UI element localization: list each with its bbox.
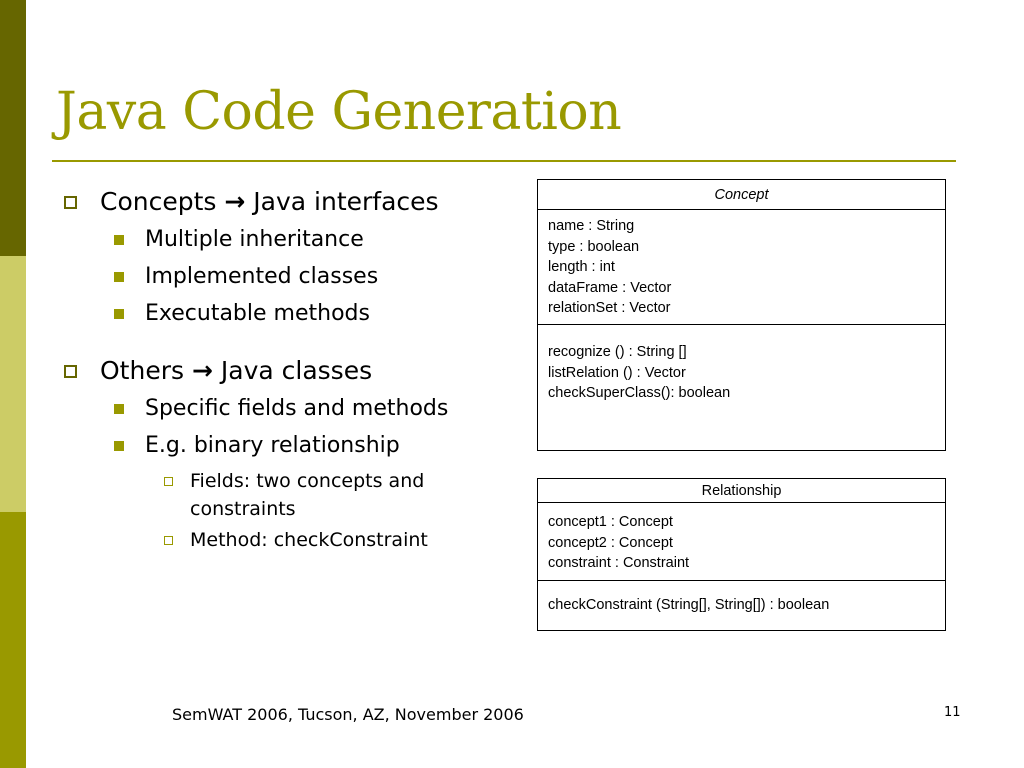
filled-square-bullet-icon [114, 309, 124, 319]
bullet-others [60, 353, 510, 389]
uml-attribute: type : boolean [548, 238, 640, 255]
hollow-small-square-bullet-icon [164, 477, 173, 486]
sub-bullet-text: Implemented classes [145, 264, 379, 289]
sub-sub-bullet-text: Fields: two concepts and constraints [190, 470, 425, 520]
sub-sub-bullet [60, 467, 520, 523]
sub-sub-bullet-text: Method: checkConstraint [190, 529, 428, 551]
sub-bullet-text: Executable methods [145, 301, 370, 326]
uml-attribute: relationSet : Vector [548, 300, 671, 316]
sub-bullet [60, 393, 485, 424]
uml-class-relationship [537, 478, 946, 631]
bullet-concepts [60, 184, 510, 220]
bullet-list [60, 184, 510, 557]
sub-sub-bullet [60, 526, 510, 554]
filled-square-bullet-icon [114, 272, 124, 282]
uml-method: recognize () : String [] [548, 344, 687, 360]
uml-attributes [538, 210, 945, 325]
uml-method: listRelation () : Vector [548, 364, 686, 381]
uml-class-name: Concept [538, 180, 945, 210]
filled-square-bullet-icon [114, 441, 124, 451]
hollow-square-bullet-icon [64, 365, 77, 378]
sub-bullet [60, 298, 510, 329]
bullet-text: Concepts [100, 187, 217, 216]
uml-methods [538, 581, 945, 622]
uml-methods [538, 325, 945, 410]
footer-text: SemWAT 2006, Tucson, AZ, November 2006 [172, 705, 524, 724]
bullet-text-rest: Java interfaces [253, 187, 439, 216]
bullet-text: Others [100, 356, 185, 385]
right-arrow-icon: → [191, 356, 213, 385]
right-arrow-icon: → [224, 187, 246, 216]
hollow-small-square-bullet-icon [164, 536, 173, 545]
sub-bullet-text: Specific fields and methods [145, 396, 449, 421]
uml-attribute: length : int [548, 259, 615, 275]
slide-title: Java Code Generation [56, 82, 622, 142]
left-band-olive [0, 512, 26, 768]
uml-attribute: concept1 : Concept [548, 514, 673, 530]
sub-bullet [60, 430, 510, 461]
uml-class-concept [537, 179, 946, 451]
uml-attribute: concept2 : Concept [548, 534, 673, 551]
sub-bullet-text: Multiple inheritance [145, 227, 364, 252]
filled-square-bullet-icon [114, 235, 124, 245]
uml-method: checkSuperClass(): boolean [548, 385, 731, 401]
sub-bullet [60, 261, 510, 292]
uml-method: checkConstraint (String[], String[]) : boolean [548, 597, 830, 613]
page-number: 11 [944, 705, 961, 720]
uml-attribute: constraint : Constraint [548, 555, 690, 571]
title-underline [52, 160, 956, 162]
uml-attribute: dataFrame : Vector [548, 279, 672, 296]
left-band-dark [0, 0, 26, 256]
bullet-text-rest: Java classes [220, 356, 373, 385]
filled-square-bullet-icon [114, 404, 124, 414]
sub-bullet [60, 224, 510, 255]
uml-class-name: Relationship [538, 479, 945, 503]
sub-bullet-text: E.g. binary relationship [145, 433, 400, 458]
hollow-square-bullet-icon [64, 196, 77, 209]
uml-attributes [538, 503, 945, 581]
left-band-light [0, 256, 26, 512]
uml-attribute: name : String [548, 218, 635, 234]
